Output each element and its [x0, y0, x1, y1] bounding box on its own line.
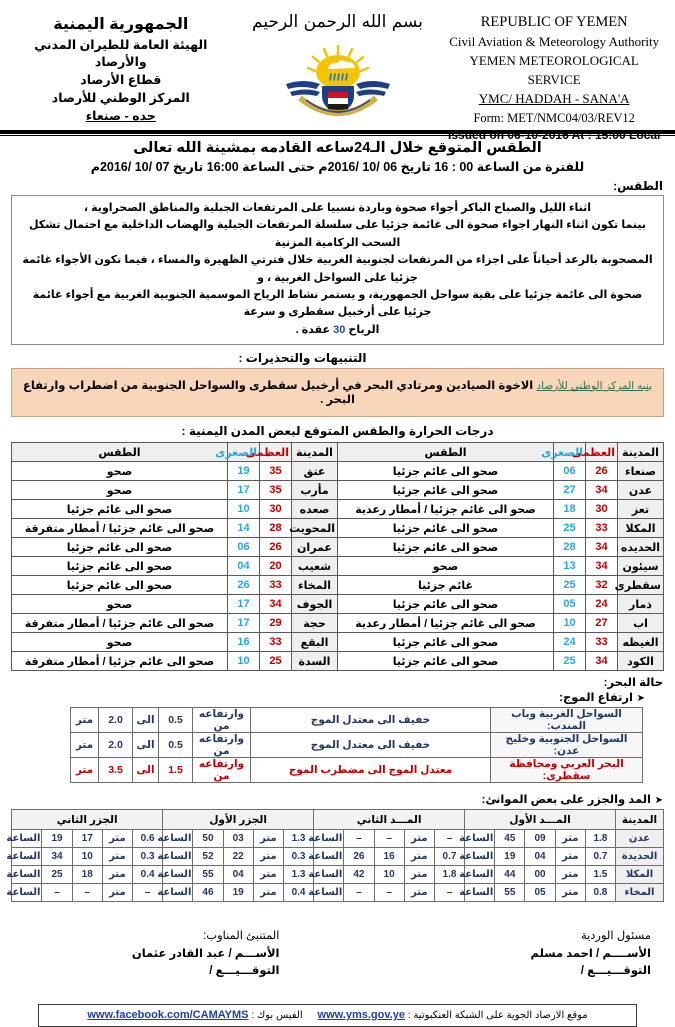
sea-row: [71, 733, 643, 758]
cell-city: المكلا: [618, 519, 664, 538]
cell-sea-description: معتدل الموج الى مضطرب الموج: [251, 758, 491, 783]
cell-ebb1-minute: 46: [193, 884, 223, 902]
cell-tide2-minute: 42: [344, 866, 374, 884]
cell-ebb2-unit-h: الساعة: [12, 884, 42, 902]
cell-ebb1-height: 0.3: [283, 848, 313, 866]
cell-weather: صحو: [12, 481, 228, 500]
cell-sea-max-height: 3.5: [99, 758, 133, 783]
cell-weather: صحو الى غائم جزئيا: [12, 500, 228, 519]
table-row: [12, 519, 664, 538]
cell-max-temp: 28: [260, 519, 292, 538]
cell-tide2-hour: –: [374, 830, 404, 848]
tide-table-wrapper: [0, 809, 675, 902]
service-name-en: YEMEN METEOROLOGICAL SERVICE: [443, 52, 665, 90]
weather-line-4: صحوة الى غائمة جزئيا على بقية سواحل الجمهورية، و يستمر نشاط الرياح الموسمية الجنوبية الغربية مع أجواء غائمة جزئيا على أرخبيل سقطرى و سرعة: [19, 287, 656, 322]
cell-ebb1-hour: 04: [223, 866, 253, 884]
cell-min-temp: 10: [228, 500, 260, 519]
header-arabic-block: [10, 8, 232, 125]
cell-min-temp: 25: [554, 519, 586, 538]
table-row: [12, 576, 664, 595]
th-city-right: المدينة: [618, 443, 664, 462]
cell-ebb2-unit-h: الساعة: [12, 848, 42, 866]
cell-ebb1-minute: 52: [193, 848, 223, 866]
cell-max-temp: 33: [260, 576, 292, 595]
issued-on: Issued on 06-10-2016 At : 15:00 Local: [443, 127, 665, 145]
th-ebb-second: الجزر الثاني: [12, 810, 163, 830]
sea-row: [71, 708, 643, 733]
cell-min-temp: 06: [554, 462, 586, 481]
cell-min-temp: 26: [228, 576, 260, 595]
cell-min-temp: 28: [554, 538, 586, 557]
cell-city: صعده: [292, 500, 338, 519]
th-city-left: المدينة: [292, 443, 338, 462]
wind-unit: عقدة .: [296, 324, 330, 336]
cell-max-temp: 34: [260, 595, 292, 614]
facebook-link[interactable]: www.facebook.com/CAMAYMS: [87, 1009, 248, 1021]
cell-sea-min-height: 0.5: [159, 733, 193, 758]
weather-section-label: الطقس:: [0, 179, 675, 195]
camayms-logo: [284, 42, 392, 118]
cell-tide1-height: 1.8: [585, 830, 615, 848]
header-center-block: [232, 8, 444, 118]
cell-city: اب: [618, 614, 664, 633]
location-en: YMC/ HADDAH - SANA'A: [443, 90, 665, 109]
cell-max-temp: 34: [586, 652, 618, 671]
facebook-label: الفيس بوك :: [251, 1010, 302, 1021]
cell-ebb2-height: 0.4: [133, 866, 163, 884]
table-row: [12, 462, 664, 481]
cell-min-temp: 13: [554, 557, 586, 576]
weather-line-5: [19, 322, 656, 339]
cell-city: تعز: [618, 500, 664, 519]
th-tide-city: المدينة: [616, 810, 664, 830]
cell-ebb2-unit-m: متر: [102, 866, 132, 884]
basmala-text: بسم الله الرحمن الرحيم: [232, 12, 444, 32]
wind-speed-value: 30: [333, 324, 345, 336]
cell-city: الحديده: [618, 538, 664, 557]
cell-ebb2-hour: 10: [72, 848, 102, 866]
cell-max-temp: 34: [586, 538, 618, 557]
cell-weather: صحو: [12, 595, 228, 614]
cell-ebb2-unit-h: الساعة: [12, 866, 42, 884]
form-number: Form: MET/NMC04/03/REV12: [443, 109, 665, 127]
cell-ebb2-minute: 19: [42, 830, 72, 848]
cell-tide-city: الحديدة: [616, 848, 664, 866]
cell-city: عدن: [618, 481, 664, 500]
footer-wrapper: [0, 980, 675, 1027]
cell-weather: صحو الى غائم جزئيا / أمطار متفرقة: [12, 652, 228, 671]
cell-sea-description: خفيف الى معتدل الموج: [251, 708, 491, 733]
tide-row: [12, 848, 664, 866]
tide-table-body: [12, 830, 664, 902]
cell-sea-to-label: الى: [133, 733, 159, 758]
cell-ebb1-unit-h: الساعة: [163, 830, 193, 848]
th-max-right: العظمى: [586, 443, 618, 462]
cell-min-temp: 25: [554, 652, 586, 671]
table-row: [12, 633, 664, 652]
cell-city: الكود: [618, 652, 664, 671]
forecaster-signature: [0, 928, 338, 980]
cell-weather: صحو الى غائم جزئيا: [338, 652, 554, 671]
cell-tide-city: عدن: [616, 830, 664, 848]
cell-tide2-unit-m: متر: [404, 866, 434, 884]
cell-city: مأرب: [292, 481, 338, 500]
page-title: الطقس المتوقع خلال الـ24ساعه القادمه بمشينة الله تعالى: [0, 140, 675, 156]
th-min-right: الصغرى: [554, 443, 586, 462]
cell-tide1-unit-h: الساعة: [465, 884, 495, 902]
cell-weather: صحو: [338, 557, 554, 576]
cell-ebb2-unit-m: متر: [102, 830, 132, 848]
cell-min-temp: 10: [554, 614, 586, 633]
cell-weather: صحو الى غائم جزئيا / أمطار متفرقة: [12, 614, 228, 633]
cell-weather: صحو الى غائم جزئيا: [338, 538, 554, 557]
table-row: [12, 614, 664, 633]
cell-city: الغيظه: [618, 633, 664, 652]
cell-weather: صحو الى غائم جزئيا: [12, 576, 228, 595]
table-row: [12, 595, 664, 614]
temperature-table: [11, 442, 664, 671]
website-label: موقع الارصاد الجوية على الشبكة العنكبوتية :: [408, 1010, 588, 1021]
sea-row: [71, 758, 643, 783]
cell-ebb2-hour: –: [72, 884, 102, 902]
cell-city: صنعاء: [618, 462, 664, 481]
tide-table: [11, 809, 664, 902]
cell-tide1-unit-h: الساعة: [465, 830, 495, 848]
website-link[interactable]: www.yms.gov.ye: [318, 1009, 405, 1021]
cell-ebb2-height: 0.6: [133, 830, 163, 848]
cell-tide2-unit-m: متر: [404, 884, 434, 902]
cell-tide1-height: 0.7: [585, 848, 615, 866]
table-row: [12, 652, 664, 671]
cell-tide1-height: 1.5: [585, 866, 615, 884]
th-weather-left: الطقس: [12, 443, 228, 462]
cell-sea-region: السواحل الجنوبية وخليج عدن:: [491, 733, 643, 758]
header-english-block: [443, 8, 665, 145]
cell-weather: صحو الى غائم جزئيا / أمطار متفرقة: [12, 519, 228, 538]
warning-text: الاخوة الصيادين ومرتادي البحر في أرخبيل سقطرى والسواحل الجنوبية من اضطراب وارتفاع البحر .: [23, 380, 533, 406]
cell-sea-max-height: 2.0: [99, 733, 133, 758]
cell-sea-unit: متر: [71, 758, 99, 783]
cell-tide1-unit-m: متر: [555, 884, 585, 902]
cell-max-temp: 27: [586, 614, 618, 633]
supervisor-sign: التوقـــيـــع /: [338, 963, 652, 977]
cell-max-temp: 33: [586, 633, 618, 652]
cell-city: ذمار: [618, 595, 664, 614]
cell-city: حجة: [292, 614, 338, 633]
authority-name-ar: الجمهورية اليمنية: [10, 14, 232, 37]
cell-tide2-unit-h: الساعة: [314, 866, 344, 884]
location-ar: حده - صنعاء: [10, 108, 232, 126]
cell-tide2-unit-h: الساعة: [314, 884, 344, 902]
table-row: [12, 500, 664, 519]
wind-label: الرياح: [348, 324, 379, 336]
tide-label: المد والجزر على بعض الموانئ:: [482, 794, 651, 806]
cell-tide1-hour: 05: [525, 884, 555, 902]
sea-table-body: [71, 708, 643, 783]
cell-min-temp: 19: [228, 462, 260, 481]
cell-min-temp: 14: [228, 519, 260, 538]
cell-tide1-unit-h: الساعة: [465, 848, 495, 866]
authority-subtitle-ar: الهيئة العامة للطيران المدني والأرصاد: [10, 37, 232, 73]
cell-max-temp: 26: [260, 538, 292, 557]
cell-ebb1-unit-m: متر: [253, 884, 283, 902]
cell-tide1-minute: 19: [495, 848, 525, 866]
weather-line-2: بينما تكون اثناء النهار اجواء صحوة الى غائمة جزئيا على سلسلة المرتفعات الجبلية والهضاب الداخلية مع احتمال تشكل السحب الركامية المزنية: [19, 217, 656, 252]
cell-sea-min-height: 0.5: [159, 708, 193, 733]
th-min-left: الصغرى: [228, 443, 260, 462]
cell-max-temp: 35: [260, 481, 292, 500]
cell-ebb1-unit-m: متر: [253, 848, 283, 866]
cell-max-temp: 32: [586, 576, 618, 595]
cell-tide2-unit-m: متر: [404, 848, 434, 866]
cell-tide2-unit-h: الساعة: [314, 830, 344, 848]
cell-ebb1-height: 1.3: [283, 866, 313, 884]
tide-heading: [0, 783, 675, 809]
th-tide-second: المـــد الثاني: [314, 810, 465, 830]
cell-city: عتق: [292, 462, 338, 481]
cell-ebb2-minute: 34: [42, 848, 72, 866]
cell-ebb2-hour: 17: [72, 830, 102, 848]
cell-tide1-hour: 04: [525, 848, 555, 866]
cell-max-temp: 33: [260, 633, 292, 652]
temp-table-caption: درجات الحرارة والطقس المتوقع لبعض المدن اليمنية :: [0, 417, 675, 442]
signature-block: [0, 902, 675, 980]
supervisor-title: مسئول الوردية: [338, 928, 652, 942]
warnings-section-label: التنبيهات والتحذيرات :: [0, 345, 675, 368]
cell-ebb2-hour: 18: [72, 866, 102, 884]
cell-ebb2-minute: –: [42, 884, 72, 902]
cell-tide2-height: –: [434, 830, 464, 848]
cell-city: عمران: [292, 538, 338, 557]
cell-tide2-unit-h: الساعة: [314, 848, 344, 866]
cell-weather: صحو الى غائم جزئيا: [338, 481, 554, 500]
cell-min-temp: 17: [228, 481, 260, 500]
cell-city: سقطرى: [618, 576, 664, 595]
weather-line-1: اثناء الليل والصباح الباكر أجواء صحوة وباردة نسبيا على المرتفعات الجبلية والمناطق الصحراوية ،: [19, 200, 656, 217]
cell-weather: صحو الى غائم جزئيا: [338, 462, 554, 481]
cell-weather: صحو الى غائم جزئيا / أمطار رعدية: [338, 614, 554, 633]
th-weather-right: الطقس: [338, 443, 554, 462]
cell-tide1-unit-h: الساعة: [465, 866, 495, 884]
bullet-icon-tide: ➤: [651, 795, 663, 806]
cell-max-temp: 26: [586, 462, 618, 481]
cell-weather: صحو الى غائم جزئيا: [12, 538, 228, 557]
wave-height-heading: [0, 689, 675, 707]
cell-tide1-unit-m: متر: [555, 848, 585, 866]
cell-ebb2-unit-h: الساعة: [12, 830, 42, 848]
authority-name-en: Civil Aviation & Meteorology Authority: [443, 33, 665, 52]
sea-state-heading: حالة البحر:: [0, 671, 675, 689]
cell-tide1-minute: 55: [495, 884, 525, 902]
table-row: [12, 481, 664, 500]
cell-tide1-minute: 45: [495, 830, 525, 848]
cell-tide2-unit-m: متر: [404, 830, 434, 848]
cell-min-temp: 16: [228, 633, 260, 652]
forecaster-name: الأســـم / عبد القادر عثمان: [0, 946, 280, 960]
cell-ebb1-hour: 19: [223, 884, 253, 902]
tide-row: [12, 884, 664, 902]
tide-row: [12, 830, 664, 848]
cell-weather: صحو الى غائم جزئيا / أمطار رعدية: [338, 500, 554, 519]
cell-max-temp: 34: [586, 481, 618, 500]
cell-ebb1-unit-m: متر: [253, 866, 283, 884]
cell-ebb2-height: –: [133, 884, 163, 902]
weather-line-3: المصحوبة بالرعد أحياناً على اجزاء من المرتفعات لجنوبية الغربية خلال فترتي الظهيرة والمساء ، فيما تكون الأجواء غائمة جزئيا على السواحل الغربية ، و: [19, 252, 656, 287]
cell-tide1-minute: 44: [495, 866, 525, 884]
cell-sea-region: البحر العربي ومحافظة سقطرى:: [491, 758, 643, 783]
cell-tide2-minute: 26: [344, 848, 374, 866]
temp-table-wrapper: [0, 442, 675, 671]
cell-tide1-hour: 00: [525, 866, 555, 884]
forecast-title-block: [0, 140, 675, 174]
warnings-box: [11, 368, 664, 417]
cell-ebb1-minute: 50: [193, 830, 223, 848]
cell-sea-max-height: 2.0: [99, 708, 133, 733]
cell-tide1-unit-m: متر: [555, 830, 585, 848]
cell-ebb1-unit-h: الساعة: [163, 848, 193, 866]
tide-header-row: [12, 810, 664, 830]
cell-ebb2-minute: 25: [42, 866, 72, 884]
cell-weather: غائم جزئيا: [338, 576, 554, 595]
cell-city: الجوف: [292, 595, 338, 614]
cell-min-temp: 10: [228, 652, 260, 671]
cell-sea-from-label: وارتفاعه من: [193, 758, 251, 783]
forecast-period: للفترة من الساعة 00 : 16 تاريخ 06 /10 /2016م حتى الساعة 16:00 تاريخ 07 /10 /2016م: [0, 159, 675, 174]
cell-city: البقع: [292, 633, 338, 652]
cell-tide-city: المكلا: [616, 866, 664, 884]
supervisor-name: الأســــم / احمد مسلم: [338, 946, 652, 960]
temp-table-body: [12, 462, 664, 671]
cell-min-temp: 06: [228, 538, 260, 557]
cell-max-temp: 35: [260, 462, 292, 481]
bullet-icon: ➤: [633, 693, 645, 704]
cell-max-temp: 20: [260, 557, 292, 576]
cell-tide2-height: –: [434, 884, 464, 902]
cell-tide2-hour: 16: [374, 848, 404, 866]
cell-ebb1-hour: 03: [223, 830, 253, 848]
forecaster-title: المتنبئ المناوب:: [0, 928, 280, 942]
cell-weather: صحو الى غائم جزئيا: [338, 633, 554, 652]
cell-min-temp: 17: [228, 614, 260, 633]
cell-sea-unit: متر: [71, 733, 99, 758]
cell-ebb2-height: 0.3: [133, 848, 163, 866]
table-row: [12, 538, 664, 557]
cell-max-temp: 33: [586, 519, 618, 538]
cell-ebb2-unit-m: متر: [102, 848, 132, 866]
cell-sea-from-label: وارتفاعه من: [193, 708, 251, 733]
weather-narrative-box: [11, 195, 664, 345]
tide-row: [12, 866, 664, 884]
th-max-left: العظمى: [260, 443, 292, 462]
cell-sea-to-label: الى: [133, 708, 159, 733]
wave-height-label: ارتفاع الموج:: [559, 692, 633, 704]
cell-tide1-hour: 09: [525, 830, 555, 848]
cell-tide1-unit-m: متر: [555, 866, 585, 884]
cell-max-temp: 24: [586, 595, 618, 614]
cell-max-temp: 34: [586, 557, 618, 576]
cell-tide-city: المخاء: [616, 884, 664, 902]
temp-header-row: [12, 443, 664, 462]
cell-ebb1-unit-h: الساعة: [163, 866, 193, 884]
center-name-ar: المركز الوطني للأرصاد: [10, 90, 232, 108]
cell-tide2-hour: 10: [374, 866, 404, 884]
cell-tide2-hour: –: [374, 884, 404, 902]
cell-sea-unit: متر: [71, 708, 99, 733]
cell-ebb1-unit-h: الساعة: [163, 884, 193, 902]
cell-min-temp: 25: [554, 576, 586, 595]
cell-min-temp: 04: [228, 557, 260, 576]
cell-weather: صحو: [12, 462, 228, 481]
table-row: [12, 557, 664, 576]
cell-city: السدة: [292, 652, 338, 671]
th-tide-first: المـــد الأول: [465, 810, 616, 830]
sea-state-table: [70, 707, 643, 783]
cell-city: المحويت: [292, 519, 338, 538]
cell-sea-description: خفيف الى معتدل الموج: [251, 733, 491, 758]
cell-city: سيئون: [618, 557, 664, 576]
cell-min-temp: 17: [228, 595, 260, 614]
cell-weather: صحو الى غائم جزئيا: [338, 519, 554, 538]
country-name-en: REPUBLIC OF YEMEN: [443, 12, 665, 33]
document-header: [0, 0, 675, 128]
cell-sea-to-label: الى: [133, 758, 159, 783]
cell-ebb1-minute: 55: [193, 866, 223, 884]
cell-sea-min-height: 1.5: [159, 758, 193, 783]
cell-ebb1-hour: 22: [223, 848, 253, 866]
shift-supervisor-signature: [338, 928, 675, 980]
cell-min-temp: 27: [554, 481, 586, 500]
cell-ebb1-height: 1.3: [283, 830, 313, 848]
cell-city: المخاء: [292, 576, 338, 595]
warning-issuer: ينبه المركز الوطني للأرصاد: [536, 380, 652, 392]
cell-weather: صحو الى غائم جزئيا: [338, 595, 554, 614]
cell-city: شعيب: [292, 557, 338, 576]
cell-sea-from-label: وارتفاعه من: [193, 733, 251, 758]
cell-tide2-height: 1.8: [434, 866, 464, 884]
sea-table-wrapper: [0, 707, 675, 783]
footer-links-box: [38, 1004, 637, 1027]
cell-tide2-minute: –: [344, 830, 374, 848]
cell-ebb1-unit-m: متر: [253, 830, 283, 848]
website-segment: [315, 1009, 588, 1021]
cell-max-temp: 29: [260, 614, 292, 633]
cell-min-temp: 24: [554, 633, 586, 652]
cell-min-temp: 18: [554, 500, 586, 519]
cell-ebb2-unit-m: متر: [102, 884, 132, 902]
cell-tide2-height: 0.7: [434, 848, 464, 866]
th-ebb-first: الجزر الأول: [163, 810, 314, 830]
cell-sea-region: السواحل الغربية وباب المندب:: [491, 708, 643, 733]
cell-tide2-minute: –: [344, 884, 374, 902]
cell-ebb1-height: 0.4: [283, 884, 313, 902]
cell-weather: صحو الى غائم جزئيا: [12, 557, 228, 576]
sector-name-ar: قطاع الأرصاد: [10, 72, 232, 90]
cell-max-temp: 30: [586, 500, 618, 519]
forecaster-sign: التوقـــيـــع /: [0, 963, 280, 977]
cell-max-temp: 25: [260, 652, 292, 671]
cell-tide1-height: 0.8: [585, 884, 615, 902]
cell-weather: صحو: [12, 633, 228, 652]
cell-min-temp: 05: [554, 595, 586, 614]
facebook-segment: [87, 1009, 302, 1021]
cell-max-temp: 30: [260, 500, 292, 519]
